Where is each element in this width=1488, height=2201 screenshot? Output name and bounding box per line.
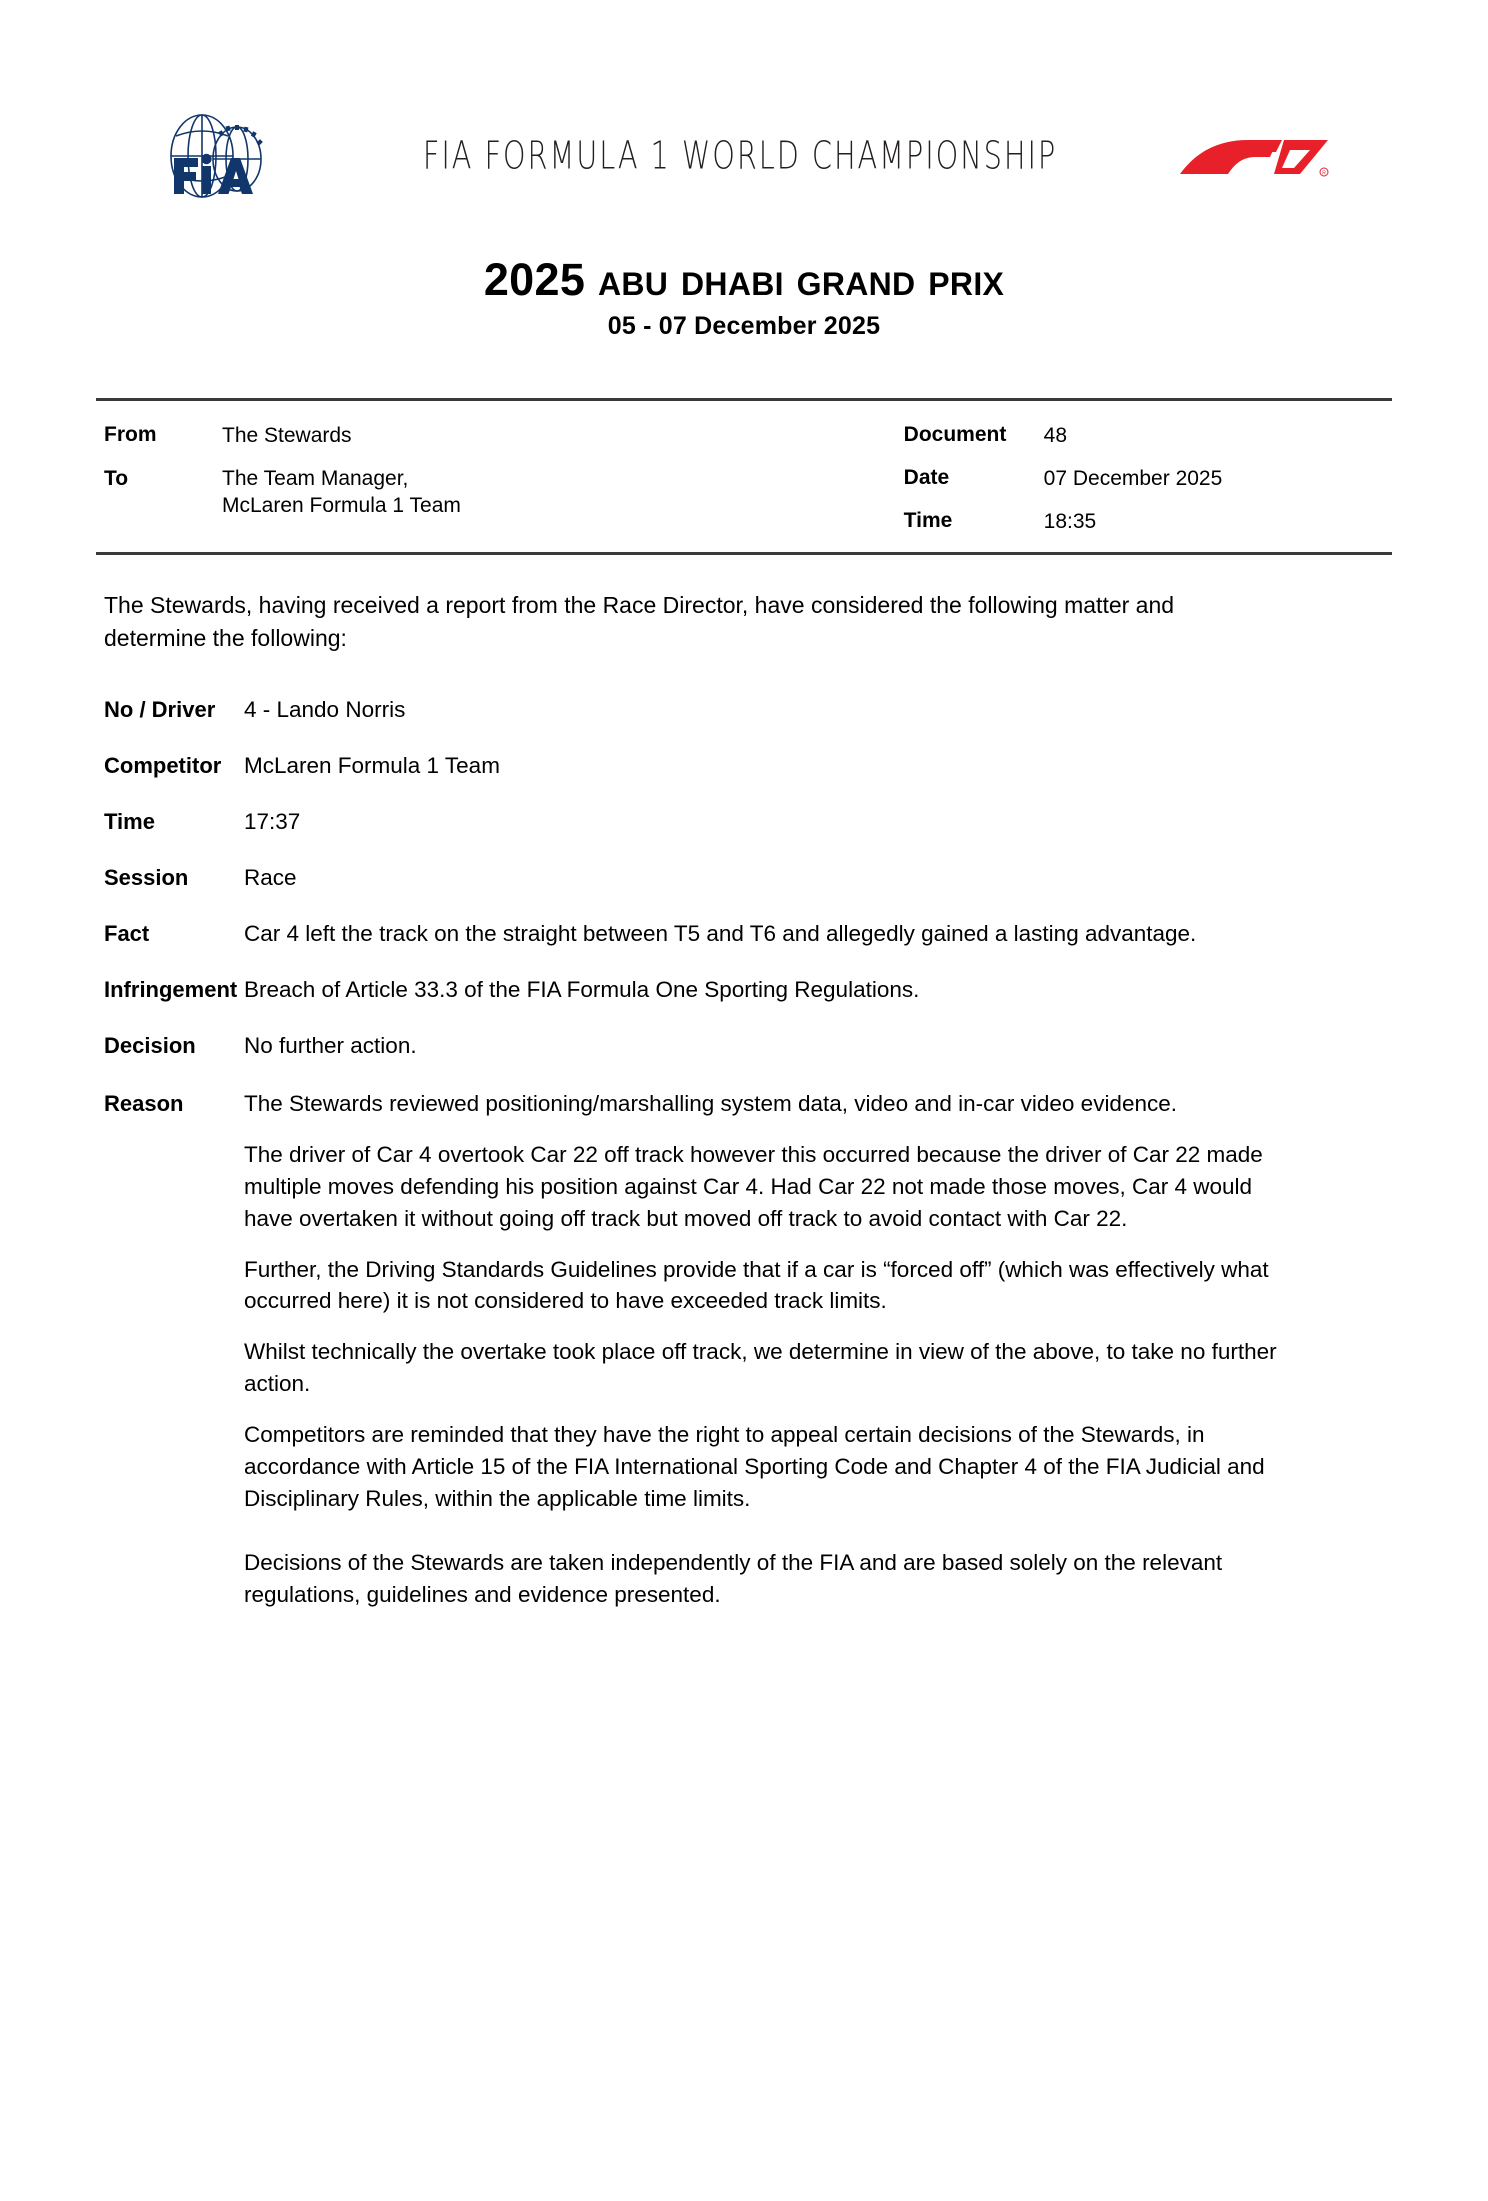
to-value-line2: McLaren Formula 1 Team [222, 494, 461, 517]
meta-row-document [904, 423, 1392, 450]
field-value-infringement: Breach of Article 33.3 of the FIA Formula One Sporting Regulations. [244, 976, 920, 1002]
field-row-fact [104, 918, 1392, 950]
time-label: Time [903, 509, 953, 532]
document-value: 48 [1043, 424, 1068, 448]
field-row-session [104, 862, 1392, 894]
event-title-year: 2025 [483, 254, 586, 305]
event-title-name: abu dhabi grand prix [597, 254, 1005, 305]
field-value-reason [244, 1088, 1304, 1611]
to-value-line1: The Team Manager, [222, 467, 409, 491]
field-label-competitor: Competitor [104, 753, 222, 779]
field-row-reason [104, 1088, 1392, 1611]
svg-text:R: R [1322, 170, 1326, 177]
meta-row-from [104, 423, 848, 450]
field-value-decision: No further action. [244, 1032, 417, 1058]
from-value: The Stewards [222, 424, 352, 448]
meta-row-to [104, 466, 848, 520]
field-value-no-driver: 4 - Lando Norris [244, 697, 406, 723]
reason-paragraph-4: Whilst technically the overtake took place off track, we determine in view of the above, to take no further action. [244, 1339, 1277, 1397]
field-value-session: Race [244, 865, 297, 890]
reason-paragraph-6: Decisions of the Stewards are taken independently of the FIA and are based solely on the relevant regulations, guidelines and evidence presented. [244, 1550, 1223, 1607]
meta-right-column [848, 423, 1392, 536]
field-row-infringement [104, 974, 1392, 1006]
to-value [222, 466, 461, 520]
field-label-fact: Fact [104, 920, 150, 946]
meta-row-time [904, 509, 1392, 536]
field-label-time: Time [104, 809, 155, 835]
field-value-time: 17:37 [244, 809, 301, 835]
date-value: 07 December 2025 [1043, 467, 1223, 491]
field-value-competitor: McLaren Formula 1 Team [244, 753, 500, 779]
from-label: From [104, 423, 157, 447]
reason-paragraph-2: The driver of Car 4 overtook Car 22 off track however this occurred because the driver of Car 22 made multiple moves defending his position against Car 4. Had Car 22 not made those moves, Car 4 would have overtaken it without going off track but moved off track to avoid contact with Car 22. [244, 1141, 1263, 1231]
reason-paragraph-3: Further, the Driving Standards Guidelines provide that if a car is “forced off” (which was effectively what occurred here) it is not considered to have exceeded track limits. [244, 1256, 1269, 1314]
to-label: To [104, 467, 129, 491]
field-label-infringement: Infringement [104, 976, 238, 1002]
fia-logo-icon [158, 114, 276, 198]
reason-paragraph-5: Competitors are reminded that they have the right to appeal certain decisions of the Stewards, in accordance with Article 15 of the FIA International Sporting Code and Chapter 4 of the FIA Judicial and Disciplinary Rules, within the applicable time limits. [244, 1422, 1265, 1512]
f1-logo-icon [1178, 132, 1330, 180]
decision-fields [96, 694, 1392, 1611]
field-label-reason: Reason [104, 1090, 184, 1116]
championship-title: FIA FORMULA 1 WORLD CHAMPIONSHIP [422, 133, 1058, 179]
field-row-time [104, 806, 1392, 838]
field-value-fact: Car 4 left the track on the straight between T5 and T6 and allegedly gained a lasting advantage. [244, 920, 1197, 946]
intro-paragraph: The Stewards, having received a report from the Race Director, have considered the following matter and determine the following: [104, 591, 1175, 651]
field-row-competitor [104, 750, 1392, 782]
metadata-block [96, 398, 1392, 555]
meta-bottom-divider [96, 552, 1392, 555]
field-row-no-driver [104, 694, 1392, 726]
document-page [0, 96, 1488, 2201]
time-value: 18:35 [1043, 510, 1097, 533]
field-row-decision [104, 1030, 1392, 1062]
field-label-decision: Decision [104, 1032, 196, 1058]
field-label-no-driver: No / Driver [104, 697, 216, 723]
meta-left-column [96, 423, 848, 536]
document-label: Document [903, 423, 1007, 447]
field-label-session: Session [104, 865, 189, 890]
event-dates: 05 - 07 December 2025 [607, 312, 881, 341]
reason-paragraph-1: The Stewards reviewed positioning/marshalling system data, video and in-car video evidence. [244, 1090, 1177, 1116]
masthead [96, 96, 1392, 216]
meta-row-date [904, 466, 1392, 493]
date-label: Date [903, 466, 950, 490]
page-title [96, 256, 1392, 303]
